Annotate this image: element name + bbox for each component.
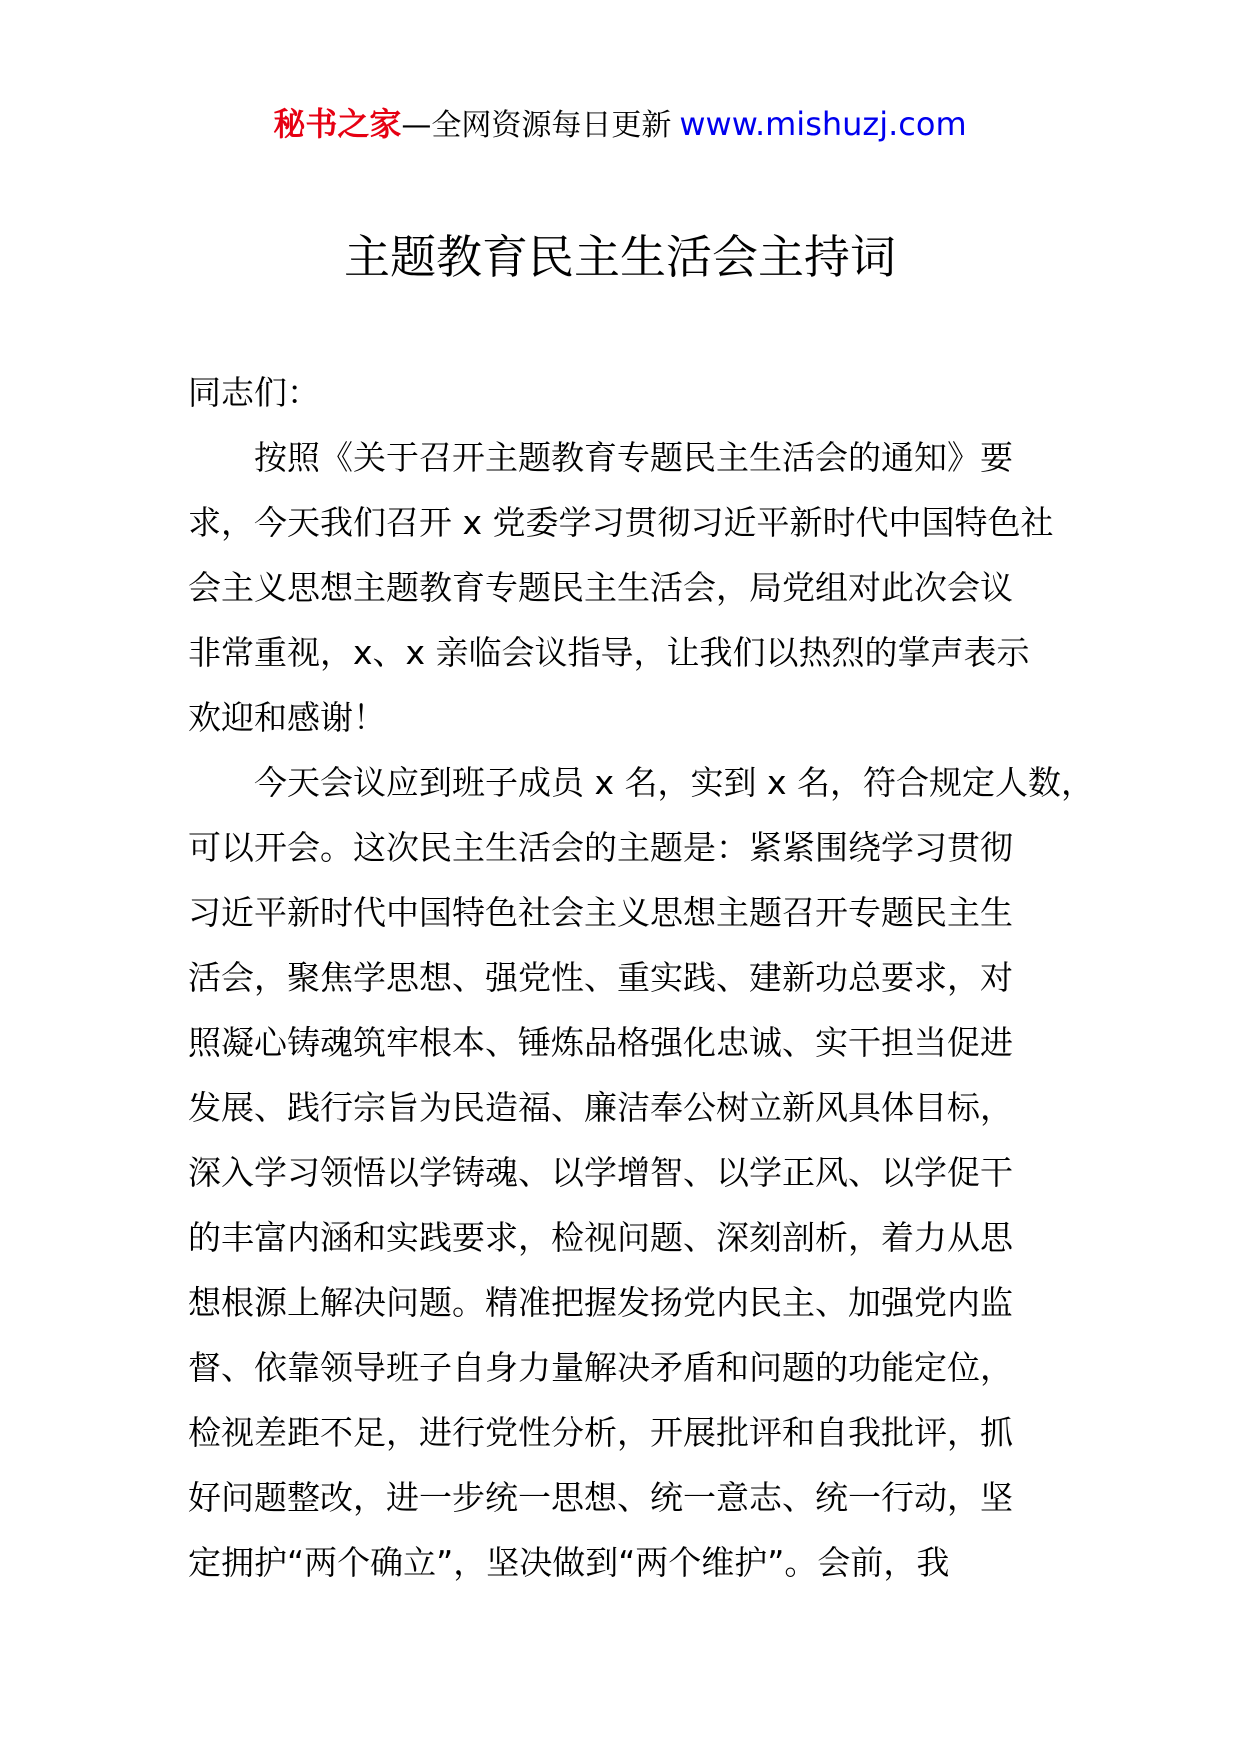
- body-line: 欢迎和感谢！: [188, 698, 386, 737]
- body-line: 今天会议应到班子成员 x 名，实到 x 名，符合规定人数，: [254, 763, 1095, 802]
- body-line: 可以开会。这次民主生活会的主题是：紧紧围绕学习贯彻: [188, 828, 1013, 867]
- body-line: 的丰富内涵和实践要求，检视问题、深刻剖析，着力从思: [188, 1218, 1013, 1257]
- body-line: 督、依靠领导班子自身力量解决矛盾和问题的功能定位，: [188, 1348, 1013, 1387]
- body-line: 想根源上解决问题。精准把握发扬党内民主、加强党内监: [188, 1283, 1013, 1322]
- body-line: 深入学习领悟以学铸魂、以学增智、以学正风、以学促干: [188, 1153, 1013, 1192]
- document-body: [188, 360, 1095, 1595]
- body-line: 照凝心铸魂筑牢根本、锤炼品格强化忠诚、实干担当促进: [188, 1023, 1013, 1062]
- header-slogan: —全网资源每日更新: [401, 108, 672, 143]
- body-line: 按照《关于召开主题教育专题民主生活会的通知》要: [254, 438, 1013, 477]
- body-line: 同志们：: [188, 373, 320, 412]
- website-link[interactable]: www.mishuzj.com: [679, 105, 967, 143]
- body-line: 习近平新时代中国特色社会主义思想主题召开专题民主生: [188, 893, 1013, 932]
- body-line: 活会，聚焦学思想、强党性、重实践、建新功总要求，对: [188, 958, 1013, 997]
- body-line: 定拥护“两个确立”，坚决做到“两个维护”。会前，我: [188, 1543, 950, 1582]
- body-line: 检视差距不足，进行党性分析，开展批评和自我批评，抓: [188, 1413, 1013, 1452]
- body-line: 求，今天我们召开 x 党委学习贯彻习近平新时代中国特色社: [188, 503, 1054, 542]
- body-line: 发展、践行宗旨为民造福、廉洁奉公树立新风具体目标，: [188, 1088, 1013, 1127]
- body-line: 好问题整改，进一步统一思想、统一意志、统一行动，坚: [188, 1478, 1013, 1517]
- document-title: 主题教育民主生活会主持词: [344, 230, 896, 284]
- body-line: 会主义思想主题教育专题民主生活会，局党组对此次会议: [188, 568, 1013, 607]
- brand-name: 秘书之家: [273, 105, 402, 143]
- body-line: 非常重视，x、x 亲临会议指导，让我们以热烈的掌声表示: [188, 633, 1030, 672]
- page-header: [0, 100, 1240, 150]
